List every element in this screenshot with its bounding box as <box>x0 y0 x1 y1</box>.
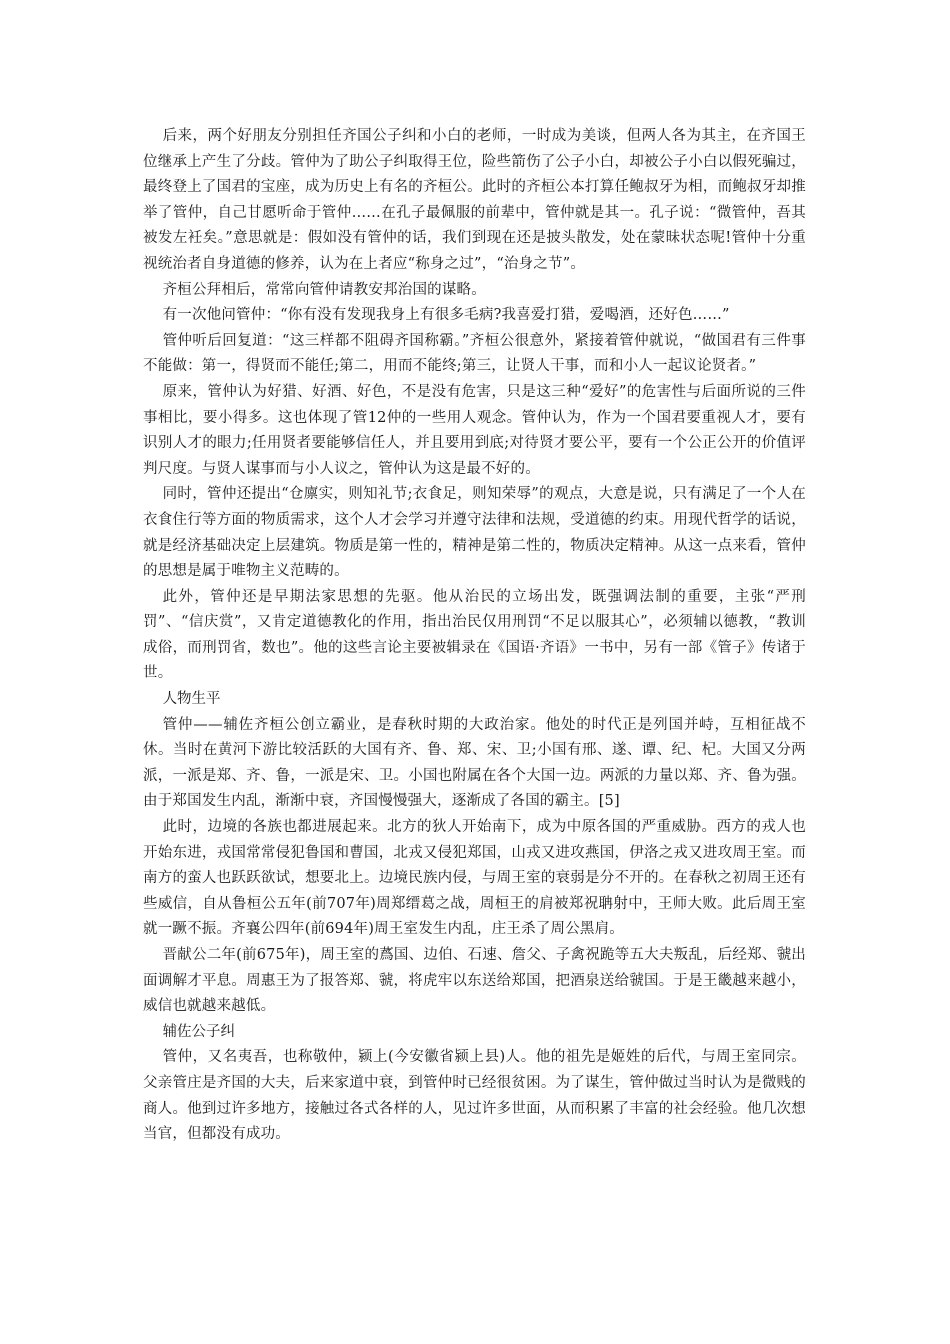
paragraph: 此时，边境的各族也都进展起来。北方的狄人开始南下，成为中原各国的严重威胁。西方的戎人也开始东进，戎国常常侵犯鲁国和曹国，北戎又侵犯郑国，山戎又进攻燕国，伊洛之戎又进攻周王室。而南方的蛮人也跃跃欲试，想要北上。边境民族内侵，与周王室的衰弱是分不开的。在春秋之初周王还有些威信，自从鲁桓公五年(前707年)周郑缙葛之战，周桓王的肩被郑祝聃射中，王师大败。此后周王室就一蹶不振。齐襄公四年(前694年)周王室发生内乱，庄王杀了周公黑肩。 <box>143 819 806 938</box>
paragraph: 此外，管仲还是早期法家思想的先驱。他从治民的立场出发，既强调法制的重要，主张“严刑罚”、“信庆赏”，又肯定道德教化的作用，指出治民仅用刑罚“不足以服其心”，必须辅以德教，“教训成俗，而刑罚省，数也”。他的这些言论主要被辑录在《国语·齐语》一书中，另有一部《管子》传诸于世。 <box>143 588 806 682</box>
document-body <box>143 124 806 1148</box>
section-heading: 辅佐公子纠 <box>162 1023 236 1040</box>
paragraph: 晋献公二年(前675年)，周王室的蔿国、边伯、石速、詹父、子禽祝跪等五大夫叛乱，后经郑、虢出面调解才平息。周惠王为了报答郑、虢，将虎牢以东送给郑国，把酒泉送给虢国。于是王畿越来越小，威信也就越来越低。 <box>143 947 806 1015</box>
paragraph: 后来，两个好朋友分别担任齐国公子纠和小白的老师，一时成为美谈，但两人各为其主，在齐国王位继承上产生了分歧。管仲为了助公子纠取得王位，险些箭伤了公子小白，却被公子小白以假死骗过，最终登上了国君的宝座，成为历史上有名的齐桓公。此时的齐桓公本打算任鲍叔牙为相，而鲍叔牙却推举了管仲，自己甘愿听命于管仲……在孔子最佩服的前辈中，管仲就是其一。孔子说：“微管仲，吾其被发左衽矣。”意思就是：假如没有管仲的话，我们到现在还是披头散发，处在蒙昧状态呢!管仲十分重视统治者自身道德的修养，认为在上者应“称身之过”，“治身之节”。 <box>143 128 806 272</box>
paragraph: 齐桓公拜相后，常常向管仲请教安邦治国的谋略。 <box>162 281 486 298</box>
paragraph: 同时，管仲还提出“仓廪实，则知礼节;衣食足，则知荣辱”的观点，大意是说，只有满足了一个人在衣食住行等方面的物质需求，这个人才会学习并遵守法律和法规，受道德的约束。用现代哲学的话说，就是经济基础决定上层建筑。物质是第一性的，精神是第二性的，物质决定精神。从这一点来看，管仲的思想是属于唯物主义范畴的。 <box>143 486 806 580</box>
paragraph: 管仲听后回复道：“这三样都不阻碍齐国称霸。”齐桓公很意外，紧接着管仲就说，“做国君有三件事不能做：第一，得贤而不能任;第二，用而不能终;第三，让贤人干事，而和小人一起议论贤者。” <box>143 332 806 375</box>
section-heading: 人物生平 <box>162 691 221 708</box>
paragraph: 原来，管仲认为好猎、好酒、好色，不是没有危害，只是这三种“爱好”的危害性与后面所说的三件事相比，要小得多。这也体现了管12仲的一些用人观念。管仲认为，作为一个国君要重视人才，要有识别人才的眼力;任用贤者要能够信任人，并且要用到底;对待贤才要公平，要有一个公正公开的价值评判尺度。与贤人谋事而与小人议之，管仲认为这是最不好的。 <box>143 383 806 477</box>
paragraph: 管仲，又名夷吾，也称敬仲，颍上(今安徽省颍上县)人。他的祖先是姬姓的后代，与周王室同宗。父亲管庄是齐国的大夫，后来家道中衰，到管仲时已经很贫困。为了谋生，管仲做过当时认为是微贱的商人。他到过许多地方，接触过各式各样的人，见过许多世面，从而积累了丰富的社会经验。他几次想当官，但都没有成功。 <box>143 1049 806 1143</box>
paragraph: 管仲——辅佐齐桓公创立霸业，是春秋时期的大政治家。他处的时代正是列国并峙，互相征战不休。当时在黄河下游比较活跃的大国有齐、鲁、郑、宋、卫;小国有邢、遂、谭、纪、杞。大国又分两派，一派是郑、齐、鲁，一派是宋、卫。小国也附属在各个大国一边。两派的力量以郑、齐、鲁为强。由于郑国发生内乱，渐渐中衰，齐国慢慢强大，逐渐成了各国的霸主。[5] <box>143 716 806 810</box>
paragraph: 有一次他问管仲：“你有没有发现我身上有很多毛病?我喜爱打猎，爱喝酒，还好色……” <box>162 307 730 324</box>
